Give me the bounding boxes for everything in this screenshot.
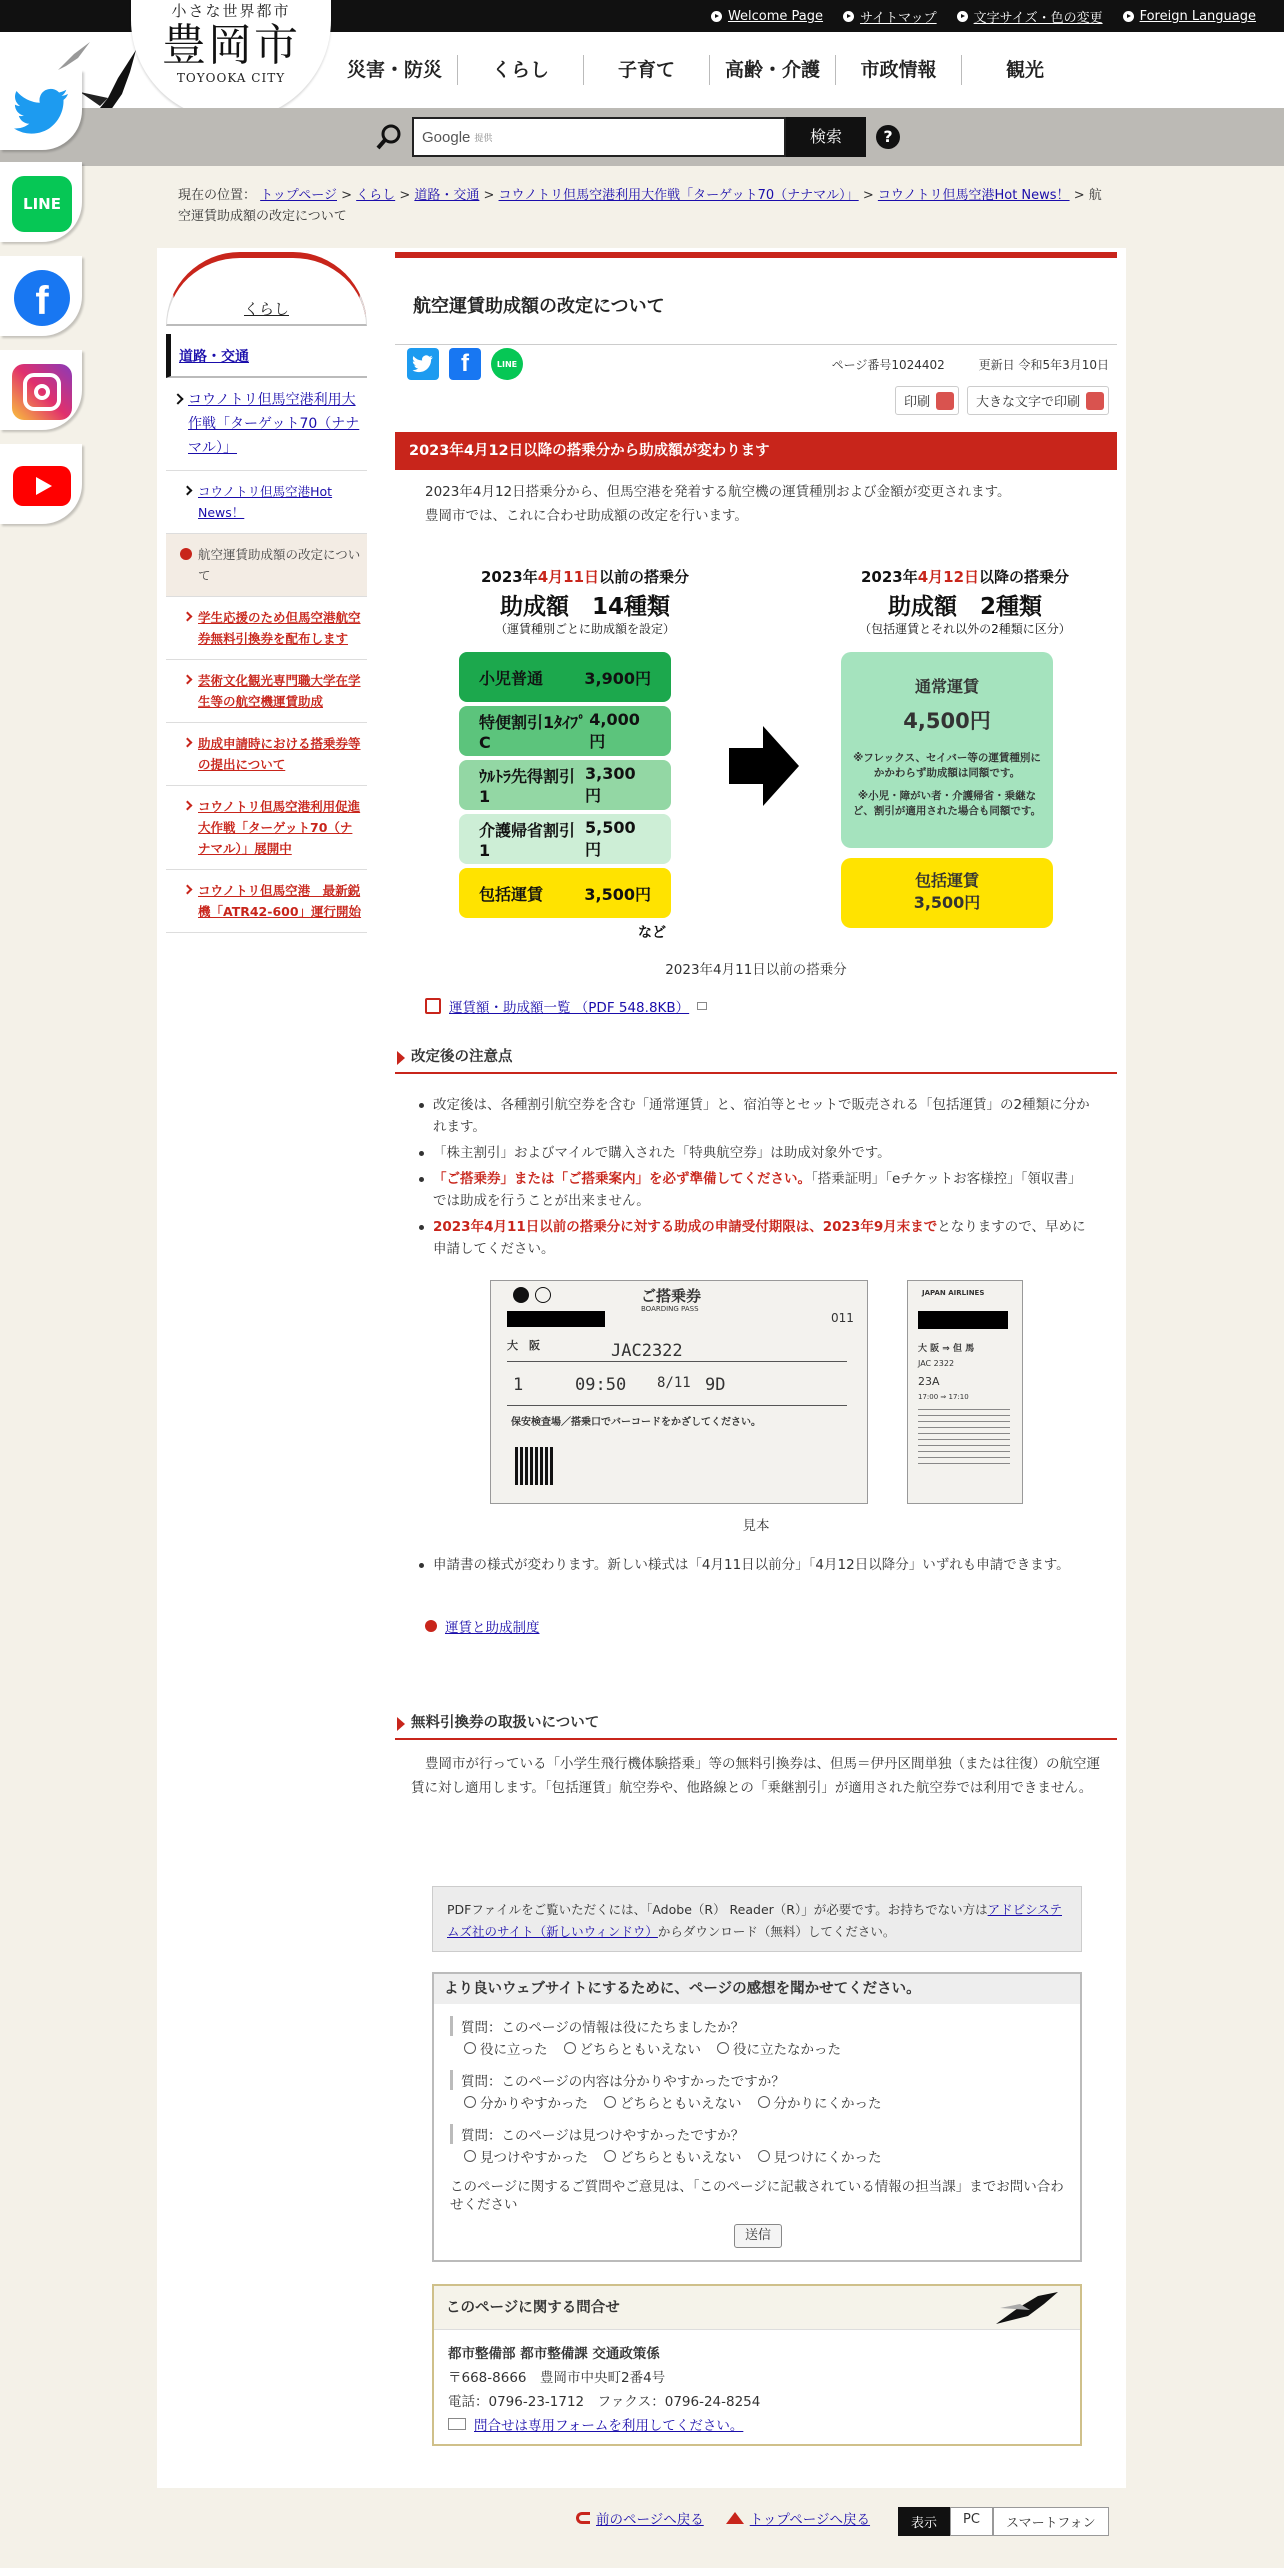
search-input[interactable] bbox=[412, 117, 786, 157]
display-pc-button[interactable]: PC bbox=[950, 2507, 993, 2536]
facebook-icon: f bbox=[12, 270, 72, 326]
normal-fare-label: 通常運賃 bbox=[914, 677, 979, 696]
normal-fare-note1: ※フレックス、セイバー等の運賃種別にかかわらず助成額は同額です。 bbox=[853, 752, 1041, 779]
note-bullet-2: 「株主割引」およびマイルで購入された「特典航空券」は助成対象外です。 bbox=[433, 1142, 1093, 1164]
search-band bbox=[0, 108, 1284, 166]
note-bullet-4: 2023年4月11日以前の搭乗分に対する助成の申請受付期限は、2023年9月末までとなりますので、早めに申請してください。 bbox=[433, 1216, 1093, 1260]
q1-option-not-useful[interactable]: 役に立たなかった bbox=[717, 2038, 841, 2058]
ticket-number: 011 bbox=[831, 1311, 854, 1325]
small-ticket-time: 17:00 ⇒ 17:10 bbox=[918, 1393, 969, 1401]
content bbox=[395, 252, 1117, 1796]
redacted-name-small bbox=[918, 1311, 1008, 1329]
contact-title: このページに関する問合せ bbox=[434, 2286, 1080, 2330]
nav-elderly-care[interactable]: 高齢・介護 bbox=[710, 55, 836, 85]
contact-form-link[interactable]: 問合せは専用フォームを利用してください。 bbox=[474, 2418, 744, 2434]
radio-icon bbox=[564, 2042, 576, 2054]
infographic-caption: 2023年4月11日以前の搭乗分 bbox=[665, 962, 847, 978]
nav-disaster[interactable]: 災害・防災 bbox=[332, 55, 458, 85]
after-date: 2023年4月12日以降の搭乗分 bbox=[860, 568, 1070, 586]
printer-icon bbox=[936, 392, 954, 410]
breadcrumb-current: 航空運賃助成額の改定について bbox=[178, 188, 1102, 224]
sns-twitter[interactable] bbox=[0, 70, 82, 150]
mail-icon bbox=[448, 2418, 466, 2430]
page-number: ページ番号1024402 bbox=[831, 358, 945, 372]
printer-icon bbox=[1086, 392, 1104, 410]
radio-icon bbox=[717, 2042, 729, 2054]
arrow-circle-icon bbox=[957, 11, 968, 22]
ticket-time: 09:50 bbox=[575, 1375, 627, 1395]
breadcrumb-label: 現在の位置： bbox=[178, 188, 257, 203]
pdf-note-text-1: PDFファイルをご覧いただくには、「Adobe（R） Reader（R）」が必要です。お持ちでない方は bbox=[447, 1902, 988, 1917]
arrow-circle-icon bbox=[1123, 11, 1134, 22]
breadcrumb-roads[interactable]: 道路・交通 bbox=[414, 188, 480, 203]
nav-living[interactable]: くらし bbox=[458, 55, 584, 85]
etc-label: など bbox=[638, 925, 666, 941]
radio-icon bbox=[758, 2096, 770, 2108]
breadcrumb-target70[interactable]: コウノトリ但馬空港利用大作戦「ターゲット70（ナナマル）」 bbox=[498, 188, 859, 203]
small-ticket-flight: JAC 2322 bbox=[918, 1359, 955, 1368]
sns-facebook[interactable] bbox=[0, 256, 82, 336]
survey-q2-options bbox=[464, 2092, 882, 2112]
print-label: 印刷 bbox=[903, 395, 930, 410]
ticket-title: ご搭乗券 bbox=[641, 1287, 702, 1305]
search-icon bbox=[376, 124, 402, 150]
radio-icon bbox=[464, 2096, 476, 2108]
normal-fare-note2: ※小児・障がい者・介護帰省・乗継など、割引が適用された場合も同額です。 bbox=[852, 790, 1042, 817]
home-icon bbox=[726, 2512, 744, 2524]
contact-phone: 電話：0796-23-1712 ファクス：0796-24-8254 bbox=[448, 2394, 761, 2410]
breadcrumb: 現在の位置： トップページ > くらし > 道路・交通 > コウノトリ但馬空港利用大作戦「ターゲット70（ナナマル）」 > コウノトリ但馬空港Hot News！ > 航空運賃助成額の改定について bbox=[178, 188, 1102, 224]
sidebar-item-boarding-pass[interactable]: 助成申請時における搭乗券等の提出について bbox=[166, 723, 367, 786]
survey-q3-options bbox=[464, 2146, 882, 2166]
ticket-from: 大 阪 bbox=[507, 1339, 540, 1352]
adobe-link[interactable]: アドビシステムズ社のサイト（新しいウィンドウ） bbox=[447, 1902, 1062, 1939]
ticket-date: 8/11 bbox=[657, 1375, 691, 1391]
sns-line[interactable] bbox=[0, 162, 82, 242]
note-bullet-5: 申請書の様式が変わります。新しい様式は「4月11日以前分」「4月12日以降分」いずれも申請できます。 bbox=[433, 1554, 1093, 1576]
instagram-icon bbox=[12, 364, 72, 420]
logo-english: TOYOOKA CITY bbox=[176, 71, 286, 85]
section-heading-free-ticket: 無料引換券の取扱いについて bbox=[395, 1708, 1117, 1740]
footer-nav bbox=[576, 2508, 870, 2528]
ticket-flight: JAC2322 bbox=[611, 1341, 683, 1361]
note-bullet-3: 「ご搭乗券」または「ご搭乗案内」を必ず準備してください。「搭乗証明」「eチケットお客様控」「領収書」では助成を行うことが出来ません。 bbox=[433, 1168, 1093, 1212]
sidebar-item-atr42[interactable]: コウノトリ但馬空港 最新鋭機「ATR42-600」運行開始 bbox=[166, 870, 367, 933]
q3-option-neutral[interactable]: どちらともいえない bbox=[604, 2146, 742, 2166]
fare-system-link-row bbox=[425, 1616, 540, 1636]
logo-tagline: 小さな世界都市 bbox=[171, 2, 291, 20]
sidebar-item-target70[interactable]: コウノトリ但馬空港利用大作戦「ターゲット70（ナナマル）」 bbox=[166, 378, 367, 471]
ticket-note: 保安検査場／搭乗口でバーコードをかざしてください。 bbox=[511, 1417, 761, 1428]
small-ticket-airline: JAPAN AIRLINES bbox=[922, 1289, 985, 1297]
survey-q1: 質問：このページの情報は役にたちましたか？ bbox=[450, 2016, 744, 2036]
pdf-link-row bbox=[425, 996, 707, 1016]
sns-youtube[interactable] bbox=[0, 444, 82, 524]
new-window-icon bbox=[697, 1002, 707, 1010]
boarding-pass-sample-image bbox=[490, 1280, 868, 1504]
note-bullet-1: 改定後は、各種割引航空券を含む「通常運賃」と、宿泊等とセットで販売される「包括運賃」の2種類に分かれます。 bbox=[433, 1094, 1093, 1138]
fare-system-link[interactable]: 運賃と助成制度 bbox=[445, 1620, 540, 1636]
share-buttons bbox=[407, 348, 523, 380]
radio-icon bbox=[604, 2150, 616, 2162]
welcome-page-link[interactable]: Welcome Page bbox=[711, 7, 823, 26]
bundle-fare-value: 3,500円 bbox=[913, 893, 981, 912]
section-heading-change: 2023年4月12日以降の搭乗分から助成額が変わります bbox=[395, 432, 1117, 470]
share-line-icon[interactable]: LINE bbox=[491, 348, 523, 380]
contact-dept: 都市整備部 都市整備課 交通政策係 bbox=[448, 2346, 660, 2362]
sample-caption: 見本 bbox=[742, 1518, 770, 1534]
feedback-survey bbox=[432, 1972, 1082, 2262]
fare-care: 介護帰省割引1 5,500円 bbox=[459, 814, 671, 864]
display-smartphone-button[interactable]: スマートフォン bbox=[993, 2507, 1109, 2536]
breadcrumb-living[interactable]: くらし bbox=[356, 188, 396, 203]
contact-address: 〒668-8666 豊岡市中央町2番4号 bbox=[448, 2370, 666, 2386]
share-twitter-icon[interactable] bbox=[407, 348, 439, 380]
sidebar-item-university[interactable]: 芸術文化観光専門職大学在学生等の航空機運賃助成 bbox=[166, 660, 367, 723]
intro-line-2: 豊岡市では、これに合わせ助成額の改定を行います。 bbox=[425, 508, 748, 524]
sidebar-item-student-voucher[interactable]: 学生応援のため但馬空港航空券無料引換券を配布します bbox=[166, 597, 367, 660]
sidebar-heading[interactable]: くらし bbox=[166, 252, 367, 326]
normal-fare-value: 4,500円 bbox=[903, 709, 991, 733]
fare-bundle: 包括運賃 3,500円 bbox=[459, 868, 671, 918]
before-title: 助成額 14種類 bbox=[499, 594, 670, 620]
arrow-circle-icon bbox=[843, 11, 854, 22]
q3-option-easy[interactable]: 見つけやすかった bbox=[464, 2146, 588, 2166]
help-icon[interactable]: ? bbox=[876, 125, 900, 149]
section-heading-notes: 改定後の注意点 bbox=[395, 1042, 1117, 1074]
google-sub-label: 提供 bbox=[474, 132, 493, 143]
fare-list-pdf-link[interactable]: 運賃額・助成額一覧 （PDF 548.8KB） bbox=[449, 1000, 690, 1016]
survey-note: このページに関するご質問やご意見は、「このページに記載されている情報の担当課」までお問い合わせください bbox=[450, 2179, 1064, 2213]
arrow-right-icon bbox=[729, 726, 799, 806]
survey-q1-options bbox=[464, 2038, 841, 2058]
q1-option-neutral[interactable]: どちらともいえない bbox=[564, 2038, 702, 2058]
q2-option-unclear[interactable]: 分かりにくかった bbox=[758, 2092, 882, 2112]
print-button[interactable] bbox=[895, 386, 959, 415]
contact-box bbox=[432, 2284, 1082, 2446]
after-bundle-fare bbox=[841, 858, 1053, 928]
stork-icon bbox=[994, 2290, 1060, 2328]
top-link[interactable]: トップページへ戻る bbox=[726, 2508, 870, 2528]
qr-code-image bbox=[515, 1447, 553, 1485]
nav-tourism[interactable]: 観光 bbox=[1005, 59, 1044, 81]
display-switcher bbox=[898, 2507, 1109, 2536]
arrow-circle-icon bbox=[425, 1620, 437, 1632]
intro-line-1: 2023年4月12日搭乗分から、但馬空港を発着する航空機の運賃種別および金額が変更されます。 bbox=[425, 484, 1011, 500]
after-normal-fare bbox=[841, 652, 1053, 848]
survey-title: より良いウェブサイトにするために、ページの感想を聞かせてください。 bbox=[434, 1974, 1080, 2004]
radio-icon bbox=[464, 2042, 476, 2054]
before-subtitle: （運賃種別ごとに助成額を設定） bbox=[494, 622, 675, 636]
intro-text bbox=[425, 480, 1011, 528]
arrow-circle-icon bbox=[711, 11, 722, 22]
line-icon: LINE bbox=[12, 176, 72, 232]
small-ticket-seat: 23A bbox=[918, 1375, 940, 1388]
nav-childcare[interactable]: 子育て bbox=[584, 55, 710, 85]
fare-child: 小児普通 3,900円 bbox=[459, 652, 671, 702]
print-buttons bbox=[895, 386, 1109, 415]
small-ticket-route: 大 阪 ⇒ 但 馬 bbox=[918, 1344, 975, 1354]
radio-icon bbox=[604, 2096, 616, 2108]
q2-option-neutral[interactable]: どちらともいえない bbox=[604, 2092, 742, 2112]
nav-city-info[interactable]: 市政情報 bbox=[836, 55, 962, 85]
global-nav bbox=[332, 32, 1088, 108]
sidebar-item-current: 航空運賃助成額の改定について bbox=[166, 534, 367, 597]
twitter-icon bbox=[12, 84, 72, 140]
page-meta bbox=[802, 356, 1109, 373]
radio-icon bbox=[758, 2150, 770, 2162]
survey-submit-button[interactable]: 送信 bbox=[734, 2224, 782, 2248]
foreign-language-link[interactable]: Foreign Language bbox=[1123, 7, 1256, 26]
contact-form-row bbox=[448, 2414, 743, 2434]
fare-tokubin: 特便割引1ﾀｲﾌﾟC 4,000円 bbox=[459, 706, 671, 756]
sidebar-category[interactable]: 道路・交通 bbox=[166, 334, 367, 378]
page-title: 航空運賃助成額の改定について bbox=[395, 258, 1117, 345]
after-subtitle: （包括運賃とそれ以外の2種類に区分） bbox=[859, 622, 1071, 636]
fare-ultra: ｳﾙﾄﾗ先得割引1 3,300円 bbox=[459, 760, 671, 810]
ticket-class: 1 bbox=[513, 1375, 524, 1395]
print-large-label: 大きな文字で印刷 bbox=[975, 395, 1080, 410]
q1-option-useful[interactable]: 役に立った bbox=[464, 2038, 548, 2058]
sidebar bbox=[166, 252, 367, 933]
back-link[interactable]: 前のページへ戻る bbox=[576, 2508, 704, 2528]
bundle-fare-label: 包括運賃 bbox=[914, 871, 979, 890]
radio-icon bbox=[464, 2150, 476, 2162]
updated-date: 更新日 令和5年3月10日 bbox=[978, 358, 1109, 372]
search-button[interactable]: 検索 bbox=[786, 117, 866, 157]
pdf-reader-note bbox=[432, 1886, 1082, 1952]
redacted-name bbox=[507, 1311, 605, 1327]
pdf-icon bbox=[425, 998, 441, 1014]
pdf-note-text-2: からダウンロード（無料）してください。 bbox=[657, 1924, 896, 1939]
logo-title: 豊岡市 bbox=[162, 20, 300, 71]
boarding-pass-small-sample-image bbox=[907, 1280, 1023, 1504]
ticket-seat: 9D bbox=[705, 1375, 726, 1395]
free-ticket-text: 豊岡市が行っている「小学生飛行機体験搭乗」等の無料引換券は、但馬＝伊丹区間単独（または往復）の航空運賃に対し適用します。「包括運賃」航空券や、他路線との「乗継割引」が適用された航空券では利用できません。 bbox=[411, 1756, 1100, 1796]
survey-q2: 質問：このページの内容は分かりやすかったですか？ bbox=[450, 2070, 785, 2090]
q3-option-hard[interactable]: 見つけにくかった bbox=[758, 2146, 882, 2166]
sns-instagram[interactable] bbox=[0, 350, 82, 430]
breadcrumb-top[interactable]: トップページ bbox=[260, 188, 337, 203]
before-date: 2023年4月11日以前の搭乗分 bbox=[480, 568, 690, 586]
print-large-button[interactable] bbox=[967, 386, 1109, 415]
back-arrow-icon bbox=[576, 2512, 590, 2524]
google-label: Google bbox=[422, 128, 471, 146]
display-label: 表示 bbox=[898, 2507, 950, 2536]
breadcrumb-hotnews[interactable]: コウノトリ但馬空港Hot News！ bbox=[877, 188, 1070, 203]
sidebar-item-hotnews[interactable]: コウノトリ但馬空港Hot News！ bbox=[166, 471, 367, 534]
sidebar-item-target70-campaign[interactable]: コウノトリ但馬空港利用促進大作戦「ターゲット70（ナナマル）」展開中 bbox=[166, 786, 367, 870]
jal-logo-icon bbox=[513, 1287, 529, 1303]
after-title: 助成額 2種類 bbox=[887, 594, 1042, 620]
share-facebook-icon[interactable]: f bbox=[449, 348, 481, 380]
survey-q3: 質問：このページは見つけやすかったですか？ bbox=[450, 2124, 744, 2144]
sitemap-link[interactable]: サイトマップ bbox=[843, 7, 937, 26]
text-size-color-link[interactable]: 文字サイズ・色の変更 bbox=[957, 7, 1103, 26]
q2-option-clear[interactable]: 分かりやすかった bbox=[464, 2092, 588, 2112]
youtube-icon bbox=[12, 458, 72, 514]
ticket-subtitle: BOARDING PASS bbox=[641, 1305, 699, 1313]
